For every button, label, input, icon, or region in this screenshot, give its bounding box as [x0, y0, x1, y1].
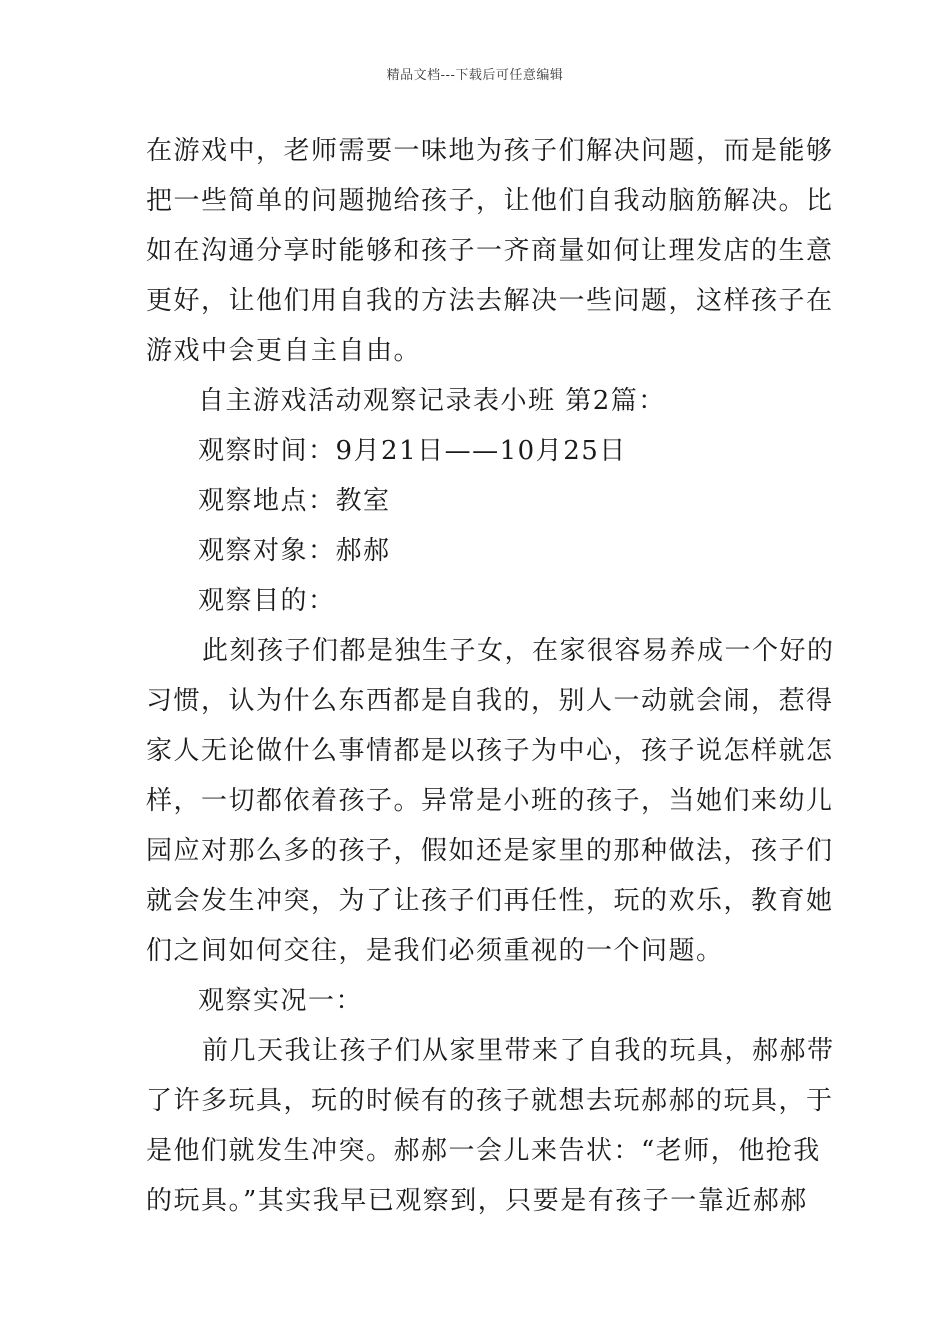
paragraph-line: 是他们就发生冲突。郝郝一会儿来告状：“老师，他抢我 [146, 1136, 821, 1166]
observation-time: 观察时间：9月21日——10月25日 [198, 436, 627, 466]
paragraph-line: 家人无论做什么事情都是以孩子为中心，孩子说怎样就怎 [146, 736, 834, 766]
section-title: 自主游戏活动观察记录表小班 第2篇： [198, 386, 666, 416]
paragraph-line: 更好，让他们用自我的方法去解决一些问题，这样孩子在 [146, 286, 834, 316]
document-body [146, 126, 835, 1226]
paragraph-line: 在游戏中，老师需要一味地为孩子们解决问题，而是能够 [146, 136, 834, 166]
paragraph-line: 前几天我让孩子们从家里带来了自我的玩具，郝郝带 [202, 1036, 835, 1066]
page-header: 精品文档---下载后可任意编辑 [386, 68, 564, 83]
paragraph-line: 们之间如何交往，是我们必须重视的一个问题。 [146, 936, 724, 966]
observation-purpose-heading: 观察目的： [198, 586, 336, 616]
observation-case-heading: 观察实况一： [198, 986, 364, 1016]
paragraph-line: 习惯，认为什么东西都是自我的，别人一动就会闹，惹得 [146, 686, 834, 716]
paragraph-line: 了许多玩具，玩的时候有的孩子就想去玩郝郝的玩具，于 [146, 1086, 834, 1116]
paragraph-line: 样，一切都依着孩子。异常是小班的孩子，当她们来幼儿 [146, 786, 834, 816]
paragraph-line: 游戏中会更自主自由。 [146, 336, 422, 366]
paragraph-line: 园应对那么多的孩子，假如还是家里的那种做法，孩子们 [146, 836, 834, 866]
paragraph-line: 把一些简单的问题抛给孩子，让他们自我动脑筋解决。比 [146, 186, 834, 216]
paragraph-line: 如在沟通分享时能够和孩子一齐商量如何让理发店的生意 [146, 236, 834, 266]
observation-location: 观察地点：教室 [198, 486, 391, 516]
observation-subject: 观察对象：郝郝 [198, 536, 391, 566]
paragraph-line: 此刻孩子们都是独生子女，在家很容易养成一个好的 [202, 636, 835, 666]
paragraph-line: 就会发生冲突，为了让孩子们再任性，玩的欢乐，教育她 [146, 886, 834, 916]
paragraph-line: 的玩具。”其实我早已观察到，只要是有孩子一靠近郝郝 [146, 1186, 808, 1216]
